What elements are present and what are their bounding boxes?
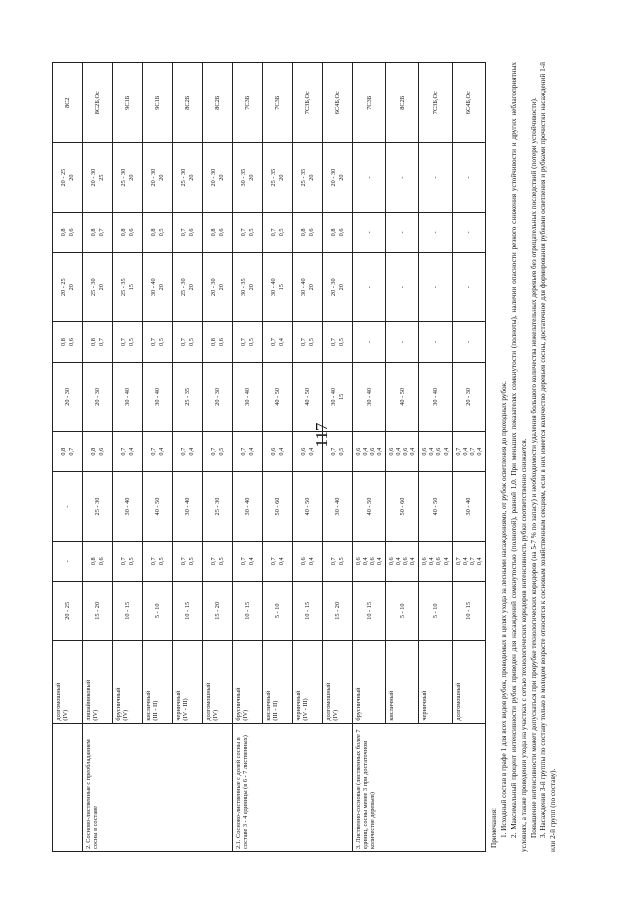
value-cell: 0,6 0,4 0,6 0,4 bbox=[386, 432, 419, 472]
value-cell: 30 - 40 bbox=[353, 362, 386, 432]
value-cell: 0,7 0,5 bbox=[233, 212, 263, 252]
composition-cell: 6С4Б,Ос bbox=[452, 63, 485, 143]
value-cell: 20 - 30 bbox=[53, 362, 83, 432]
value-cell: 20 - 30 20 bbox=[323, 252, 353, 322]
value-cell: 0,8 0,6 bbox=[113, 212, 143, 252]
value-cell: 40 - 50 bbox=[386, 362, 419, 432]
value-cell: 20 - 30 bbox=[203, 362, 233, 432]
group-name-cell: 2.1. Сосново-лиственные с долей сосны в составе 3 - 4 единицы (в 6 - 7 лиственных) bbox=[233, 723, 353, 851]
value-cell: 0,8 0,6 bbox=[83, 432, 113, 472]
composition-cell: 6С4Б,Ос bbox=[323, 63, 353, 143]
value-cell: - bbox=[353, 212, 386, 252]
value-cell: 0,7 0,5 bbox=[323, 432, 353, 472]
value-cell: - bbox=[353, 143, 386, 213]
value-cell: 20 - 30 bbox=[83, 362, 113, 432]
composition-cell: 7С3Б,Ос bbox=[293, 63, 323, 143]
range-cell: 20 - 25 bbox=[53, 581, 83, 640]
value-cell: 0,7 0,4 bbox=[263, 541, 293, 581]
value-cell: 20 - 30 20 bbox=[203, 252, 233, 322]
composition-cell: 8С2Б bbox=[203, 63, 233, 143]
value-cell: 0,8 0,6 bbox=[293, 212, 323, 252]
value-cell: - bbox=[386, 252, 419, 322]
value-cell: 0,6 0,4 0,6 0,4 bbox=[419, 432, 452, 472]
value-cell: - bbox=[53, 541, 83, 581]
value-cell: 25 - 30 20 bbox=[83, 252, 113, 322]
range-cell: 5 - 10 bbox=[263, 581, 293, 640]
value-cell: 0,7 0,5 bbox=[173, 322, 203, 362]
value-cell: 0,8 0,6 bbox=[323, 212, 353, 252]
value-cell: 40 - 50 bbox=[293, 362, 323, 432]
value-cell: 30 - 40 bbox=[233, 472, 263, 542]
range-cell: 10 - 15 bbox=[293, 581, 323, 640]
range-cell: 5 - 10 bbox=[419, 581, 452, 640]
forest-type-cell: брусничный bbox=[353, 640, 386, 723]
value-cell: - bbox=[419, 322, 452, 362]
table-row bbox=[353, 63, 386, 852]
range-cell: 10 - 15 bbox=[173, 581, 203, 640]
range-cell: 10 - 15 bbox=[233, 581, 263, 640]
composition-cell: 7С3Б,Ос bbox=[419, 63, 452, 143]
page-number-text: 117 bbox=[312, 422, 331, 448]
composition-cell: 9С1Б bbox=[143, 63, 173, 143]
note-item: 1. Исходный состав в графе 1 для всех видов рубок, проводимых в целях ухода за лесными насаждениями, от рубок осветления до проходных рубок. bbox=[499, 381, 508, 838]
value-cell: 30 - 40 bbox=[113, 362, 143, 432]
value-cell: 0,6 0,4 bbox=[293, 432, 323, 472]
composition-cell: 9С1Б bbox=[113, 63, 143, 143]
range-cell: 10 - 15 bbox=[353, 581, 386, 640]
value-cell: 0,6 0,4 bbox=[293, 541, 323, 581]
range-cell: 5 - 10 bbox=[143, 581, 173, 640]
notes-title: Примечания: bbox=[489, 808, 498, 848]
value-cell: 20 - 30 20 bbox=[143, 143, 173, 213]
value-cell: 30 - 40 bbox=[419, 362, 452, 432]
value-cell: 0,7 0,4 bbox=[143, 432, 173, 472]
forest-type-cell: долгомошный (IV) bbox=[323, 640, 353, 723]
forest-type-cell: долгомошный (IV) bbox=[203, 640, 233, 723]
value-cell: 0,8 0,7 bbox=[83, 322, 113, 362]
forest-type-cell: кисличный bbox=[386, 640, 419, 723]
value-cell: 0,7 0,5 bbox=[143, 322, 173, 362]
value-cell: 0,7 0,4 bbox=[113, 432, 143, 472]
range-cell: 15 - 20 bbox=[323, 581, 353, 640]
value-cell: - bbox=[452, 143, 485, 213]
forest-type-cell: черничный (IV - III) bbox=[293, 640, 323, 723]
value-cell: 0,8 0,6 bbox=[203, 322, 233, 362]
value-cell: 20 - 25 20 bbox=[53, 143, 83, 213]
value-cell: - bbox=[452, 212, 485, 252]
value-cell: - bbox=[419, 212, 452, 252]
forest-type-cell: кисличный (III - II) bbox=[263, 640, 293, 723]
value-cell: 25 - 30 bbox=[83, 472, 113, 542]
value-cell: 20 - 30 bbox=[452, 362, 485, 432]
value-cell: 0,7 0,5 bbox=[263, 212, 293, 252]
range-cell: 10 - 15 bbox=[452, 581, 485, 640]
value-cell: - bbox=[386, 143, 419, 213]
composition-cell: 8С2 bbox=[53, 63, 83, 143]
composition-cell: 8С2Б bbox=[173, 63, 203, 143]
notes-section bbox=[490, 62, 560, 852]
value-cell: 0,6 0,4 0,6 0,4 bbox=[386, 541, 419, 581]
value-cell: 0,7 0,5 bbox=[323, 541, 353, 581]
value-cell: 20 - 30 25 bbox=[83, 143, 113, 213]
value-cell: 0,8 0,6 bbox=[53, 322, 83, 362]
value-cell: 40 - 50 bbox=[263, 362, 293, 432]
value-cell: 40 - 50 bbox=[143, 472, 173, 542]
group-name-cell: 3. Лиственно-сосновые (лиственных более 7 единиц, сосны менее 3 при достаточном количестве деревьев) bbox=[353, 723, 486, 851]
note-item: 2. Максимальный процент интенсивности рубок приведен для насаждений сомкнутостью (полнотой), равной 1,0. При меньших показателях сомкнутости (полноты), наличии опасности резкого снижения устойчивости и других неблагоприятных условиях, а также проведении ухода на участках с сетью технологических коридоров интенсивность рубки соответственно снижается. bbox=[509, 62, 528, 852]
value-cell: 0,7 0,5 bbox=[203, 541, 233, 581]
value-cell: 0,7 0,5 bbox=[233, 322, 263, 362]
value-cell: - bbox=[452, 322, 485, 362]
value-cell: 30 - 40 bbox=[143, 362, 173, 432]
value-cell: 30 - 35 20 bbox=[233, 252, 263, 322]
forest-type-cell: черничный (IV - III) bbox=[173, 640, 203, 723]
value-cell: - bbox=[386, 212, 419, 252]
value-cell: 0,7 0,4 bbox=[233, 541, 263, 581]
value-cell: 0,7 0,5 bbox=[323, 322, 353, 362]
composition-cell: 7С3Б bbox=[233, 63, 263, 143]
value-cell: 25 - 30 20 bbox=[113, 143, 143, 213]
composition-cell: 7С3Б bbox=[263, 63, 293, 143]
value-cell: 0,7 0,4 bbox=[173, 432, 203, 472]
value-cell: 0,7 0,4 bbox=[233, 432, 263, 472]
range-cell: 10 - 15 bbox=[113, 581, 143, 640]
value-cell: - bbox=[353, 252, 386, 322]
composition-cell: 8С2Б bbox=[386, 63, 419, 143]
value-cell: 0,8 0,5 bbox=[143, 212, 173, 252]
rotated-sheet bbox=[52, 62, 559, 852]
value-cell: 30 - 40 20 bbox=[143, 252, 173, 322]
value-cell: 25 - 35 20 bbox=[263, 143, 293, 213]
value-cell: 0,7 0,5 bbox=[143, 541, 173, 581]
note-item: Повышение интенсивности может допускаться при прорубке технологических коридоров (на 5-7 % по запасу) и необходимости удаления большого количества нежелательных деревьев без отрицательных последствий (потери устойчивости). bbox=[529, 97, 538, 838]
value-cell: 0,6 0,4 0,6 0,4 bbox=[353, 541, 386, 581]
value-cell: 0,8 0,6 bbox=[53, 212, 83, 252]
value-cell: 25 - 35 bbox=[173, 362, 203, 432]
value-cell: 20 - 25 20 bbox=[53, 252, 83, 322]
value-cell: 30 - 40 bbox=[452, 472, 485, 542]
value-cell: 0,7 0,4 bbox=[263, 322, 293, 362]
value-cell: 40 - 50 bbox=[353, 472, 386, 542]
forest-care-table bbox=[52, 62, 486, 852]
table-row bbox=[233, 63, 263, 852]
value-cell: 25 - 35 15 bbox=[113, 252, 143, 322]
forest-type-cell: черничный bbox=[419, 640, 452, 723]
value-cell: 30 - 40 bbox=[113, 472, 143, 542]
value-cell: 0,7 0,4 0,7 0,4 bbox=[452, 432, 485, 472]
note-item: 3. Насаждения 3-й группы по составу только в молодом возрасте относятся к сосновым хозяйственным секциям, если в них имеется количество деревьев сосны, достаточное для формирования рубками осветления и рубками прочистки насаждений 1-й или 2-й групп (по составу). bbox=[539, 62, 558, 852]
range-cell: 5 - 10 bbox=[386, 581, 419, 640]
value-cell: 0,8 0,7 bbox=[83, 212, 113, 252]
value-cell: 25 - 35 20 bbox=[293, 143, 323, 213]
forest-type-cell: лишайниковый (IV) bbox=[83, 640, 113, 723]
value-cell: 40 - 50 bbox=[293, 472, 323, 542]
value-cell: 20 - 30 20 bbox=[323, 143, 353, 213]
group-name-cell: 2. Сосново-лиственные с преобладанием сосны в составе bbox=[83, 723, 233, 851]
value-cell: 20 - 30 20 bbox=[203, 143, 233, 213]
value-cell: - bbox=[419, 143, 452, 213]
value-cell: 30 - 40 15 bbox=[263, 252, 293, 322]
value-cell: 40 - 50 bbox=[419, 472, 452, 542]
value-cell: 30 - 40 bbox=[173, 472, 203, 542]
value-cell: 50 - 60 bbox=[386, 472, 419, 542]
composition-cell: 7С3Б bbox=[353, 63, 386, 143]
value-cell: 0,7 0,6 bbox=[173, 212, 203, 252]
table-row bbox=[83, 63, 113, 852]
value-cell: 0,7 0,5 bbox=[113, 322, 143, 362]
value-cell: 0,8 0,6 bbox=[83, 541, 113, 581]
value-cell: - bbox=[353, 322, 386, 362]
value-cell: 30 - 40 bbox=[323, 472, 353, 542]
composition-cell: 8С2Б,Ос bbox=[83, 63, 113, 143]
value-cell: 0,7 0,5 bbox=[293, 322, 323, 362]
value-cell: 0,6 0,4 bbox=[263, 432, 293, 472]
forest-type-cell: брусничный (IV) bbox=[113, 640, 143, 723]
value-cell: 0,7 0,5 bbox=[203, 432, 233, 472]
value-cell: 25 - 30 20 bbox=[173, 252, 203, 322]
value-cell: 25 - 30 20 bbox=[173, 143, 203, 213]
value-cell: - bbox=[53, 472, 83, 542]
value-cell: 30 - 40 bbox=[233, 362, 263, 432]
value-cell: 0,7 0,5 bbox=[173, 541, 203, 581]
value-cell: 0,8 0,7 bbox=[53, 432, 83, 472]
forest-type-cell: долгомошный bbox=[452, 640, 485, 723]
range-cell: 15 - 20 bbox=[83, 581, 113, 640]
forest-type-cell: кисличный (III - II) bbox=[143, 640, 173, 723]
value-cell: - bbox=[386, 322, 419, 362]
table-row bbox=[53, 63, 83, 852]
value-cell: 0,7 0,4 0,7 0,4 bbox=[452, 541, 485, 581]
value-cell: 0,8 0,6 bbox=[203, 212, 233, 252]
value-cell: 50 - 60 bbox=[263, 472, 293, 542]
value-cell: 0,6 0,4 0,6 0,4 bbox=[353, 432, 386, 472]
value-cell: 0,6 0,4 0,6 0,4 bbox=[419, 541, 452, 581]
forest-type-cell: долгомошный (IV) bbox=[53, 640, 83, 723]
value-cell: 30 - 40 20 bbox=[293, 252, 323, 322]
forest-type-cell: брусничный (IV) bbox=[233, 640, 263, 723]
group-name-cell bbox=[53, 723, 83, 851]
value-cell: - bbox=[419, 252, 452, 322]
value-cell: 25 - 30 bbox=[203, 472, 233, 542]
value-cell: 30 - 40 15 bbox=[323, 362, 353, 432]
value-cell: 30 - 35 20 bbox=[233, 143, 263, 213]
value-cell: - bbox=[452, 252, 485, 322]
range-cell: 15 - 20 bbox=[203, 581, 233, 640]
value-cell: 0,7 0,5 bbox=[113, 541, 143, 581]
